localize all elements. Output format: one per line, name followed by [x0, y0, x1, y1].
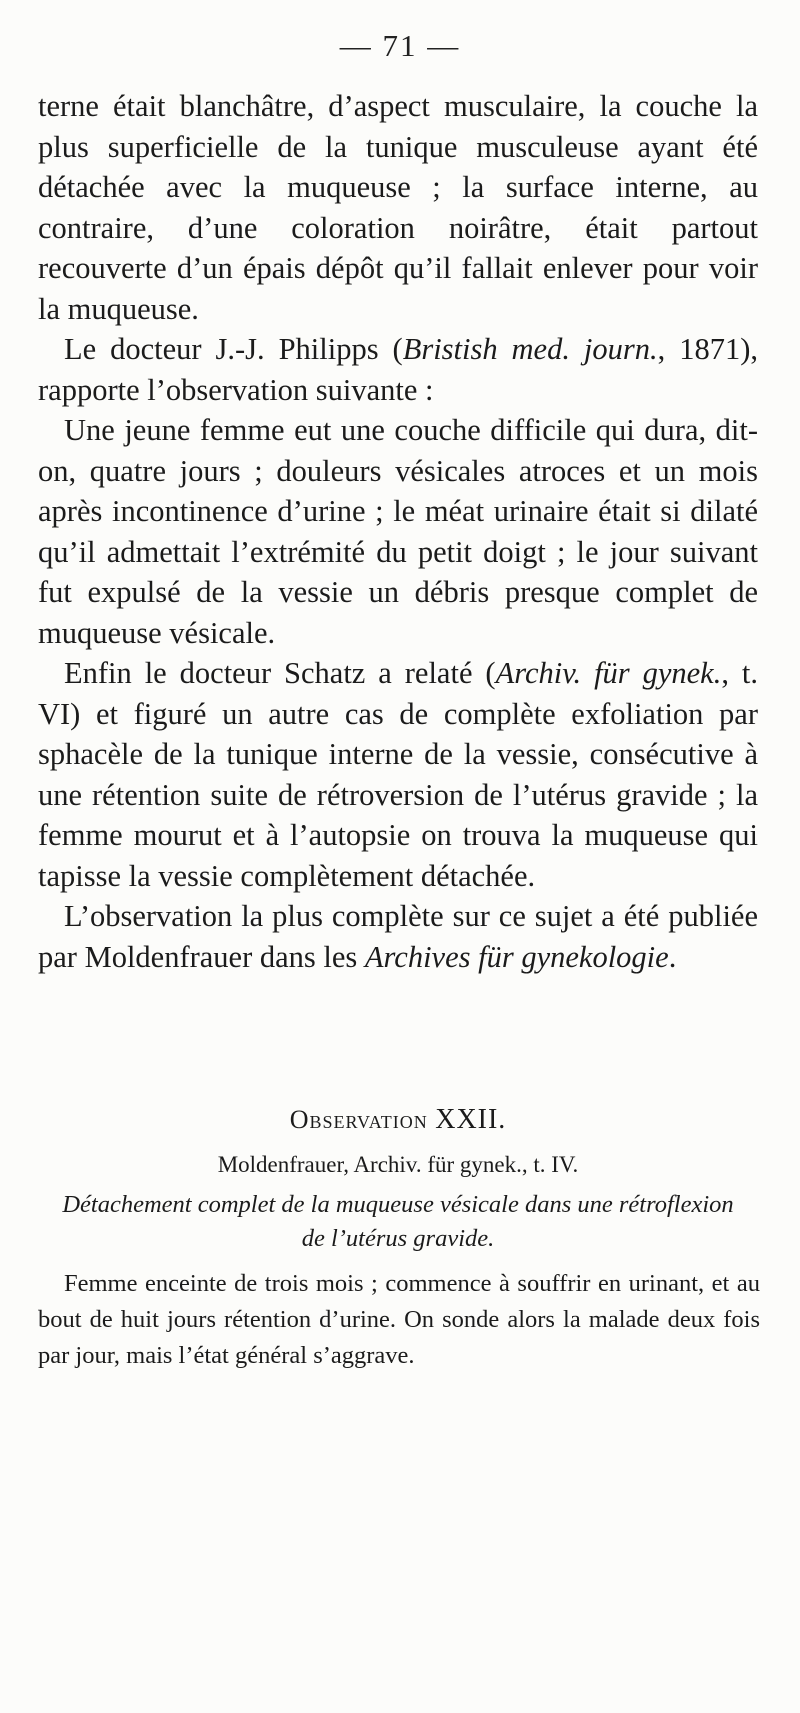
paragraph-text: .	[668, 939, 677, 974]
paragraph-text: , 1871), rapporte l’observation suivante :	[38, 332, 758, 407]
paragraph-text: L’observation la plus complète sur ce sujet a été publiée par Moldenfrauer dans les	[38, 899, 758, 974]
paragraph-text: Le docteur J.-J. Philipps (	[64, 332, 403, 366]
observation-subtitle: Détachement complet de la muqueuse vésicale dans une rétroflexion de l’utérus gravide.	[62, 1191, 734, 1252]
observation-title-label: Observation	[289, 1105, 428, 1134]
observation-title	[38, 1102, 758, 1138]
paragraph-text: Une jeune femme eut une couche difficile qui dura, dit-on, quatre jours ; douleurs vésicales atroces et un mois après incontinence d’urine ; le méat urinaire était si dilaté qu’il admettait l’extrémité du petit doigt ; le jour suivant fut expulsé de la vessie un débris presque complet de muqueuse vésicale.	[38, 413, 758, 650]
observation-heading-block	[38, 1102, 758, 1256]
observation-body	[38, 1266, 760, 1374]
paragraph-text: terne était blanchâtre, d’aspect musculaire, la couche la plus superficielle de la tunique musculeuse ayant été détachée avec la muqueuse ; la surface interne, au contraire, d’une coloration noirâtre, était partout recouverte d’un épais dépôt qu’il fallait enlever pour voir la muqueuse.	[38, 89, 758, 326]
main-text	[38, 86, 758, 977]
citation-italic: Archives für gynekologie	[364, 939, 669, 974]
paragraph	[38, 896, 758, 977]
paragraph	[38, 653, 758, 896]
observation-paragraph: Femme enceinte de trois mois ; commence à souffrir en urinant, et au bout de huit jours rétention d’urine. On sonde alors la malade deux fois par jour, mais l’état général s’aggrave.	[38, 1270, 760, 1369]
paragraph-text: Enfin le docteur Schatz a relaté (	[64, 656, 496, 690]
paragraph	[38, 329, 758, 410]
paragraph	[38, 86, 758, 329]
citation-italic: Bristish med. journ.	[402, 332, 658, 366]
paragraph-text: , t. VI) et figuré un autre cas de complète exfoliation par sphacèle de la tunique interne de la vessie, consécutive à une rétention suite de rétroversion de l’utérus gravide ; la femme mourut et à l’autopsie on trouva la muqueuse qui tapisse la vessie complètement détachée.	[38, 656, 759, 893]
observation-number: XXII.	[435, 1104, 507, 1135]
observation-reference: Moldenfrauer, Archiv. für gynek., t. IV.	[217, 1152, 579, 1177]
citation-italic: Archiv. für gynek.	[495, 656, 722, 690]
page-number: — 71 —	[339, 28, 461, 63]
paragraph	[38, 410, 758, 653]
